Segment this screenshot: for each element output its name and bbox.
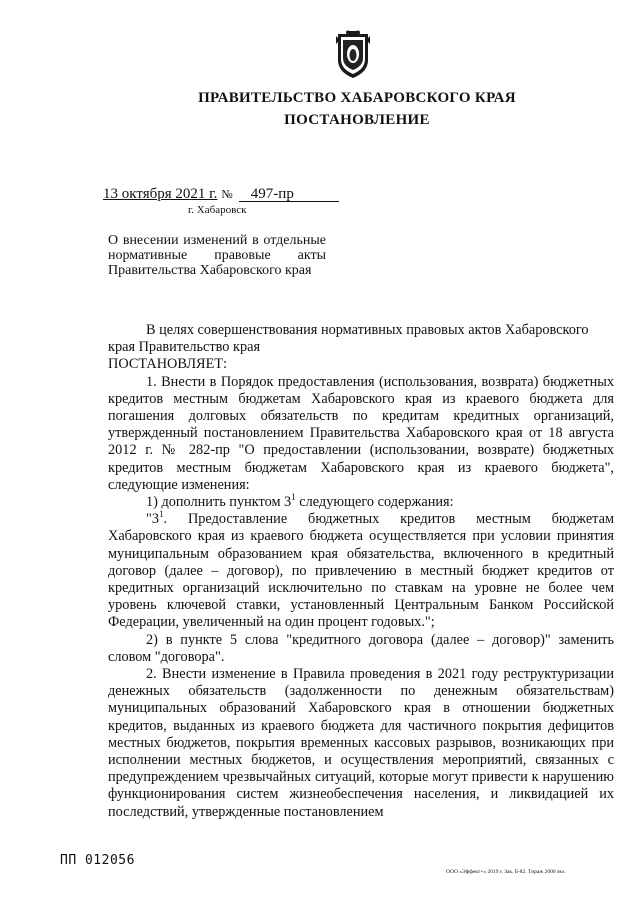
- printing-info: ООО «Эффект+» 2019 г. Зак. Б-82. Тираж 2000 экз.: [446, 869, 566, 875]
- document-body: [108, 322, 614, 821]
- date-number-line: [103, 186, 339, 203]
- city: г. Хабаровск: [188, 204, 247, 216]
- document-type: ПОСТАНОВЛЕНИЕ: [284, 112, 430, 128]
- document-number: 497-пр: [239, 187, 339, 202]
- decree-word: ПОСТАНОВЛЯЕТ:: [108, 356, 228, 373]
- item-1: 1. Внести в Порядок предоставления (использования, возврата) бюджетных кредитов местным бюджетам Хабаровского края из краевого бюджета для погашения долговых обязательств по кредитам кредитных организаций, утвержденный постановлением Правительства Хабаровского края от 18 августа 2012 г. № 282-пр "О предоставлении (использовании, возврате) бюджетных кредитов местным бюджетам Хабаровского края из краевого бюджета", следующие изменения:: [108, 373, 614, 493]
- government-title: ПРАВИТЕЛЬСТВО ХАБАРОВСКОГО КРАЯ: [198, 90, 516, 106]
- quoted-point: "$3^1$. Предоставление бюджетных кредитов местным бюджетам Хабаровского края из краевого бюджета осуществляется при условии принятия муниципальным образованием края обязательства, включенного в кредитный договор (далее – договор), по привлечению в местный бюджет кредитов от кредитных организаций исключительно по ставкам на уровне не более чем уровень ключевой ставки, установленный Центральным Банком Российской Федерации, увеличенный на один процент годовых.";: [108, 509, 614, 631]
- intro-paragraph: В целях совершенствования нормативных правовых актов Хабаровского: [146, 322, 589, 338]
- subitem-1: 1) дополнить пунктом $3^1$ следующего содержания:: [146, 492, 454, 511]
- number-sign: №: [221, 187, 233, 201]
- intro-paragraph-cont: края Правительство края: [108, 339, 261, 356]
- document-date: 13 октября 2021 г.: [103, 186, 218, 202]
- item-2: 2. Внести изменение в Правила проведения в 2021 году реструктуризации денежных обязательств (задолженности по денежным обязательствам) муниципальных образований Хабаровского края в отношении бюджетных кредитов, выданных из краевого бюджета для частичного покрытия дефицитов местных бюджетов, покрытия временных кассовых разрывов, возникающих при исполнении местных бюджетов, и осуществления мероприятий, связанных с предупреждением чрезвычайных ситуаций, которые могут привести к нарушению функционирования систем жизнеобеспечения населения, и ликвидацией их последствий, утвержденные постановлением: [108, 666, 614, 820]
- form-code: ПП 012056: [60, 853, 135, 868]
- document-subject: О внесении изменений в отдельные нормативные правовые акты Правительства Хабаровского края: [108, 233, 326, 278]
- subitem-2: 2) в пункте 5 слова "кредитного договора (далее – договор)" заменить словом "договора".: [108, 631, 614, 665]
- coat-of-arms-icon: [332, 30, 374, 80]
